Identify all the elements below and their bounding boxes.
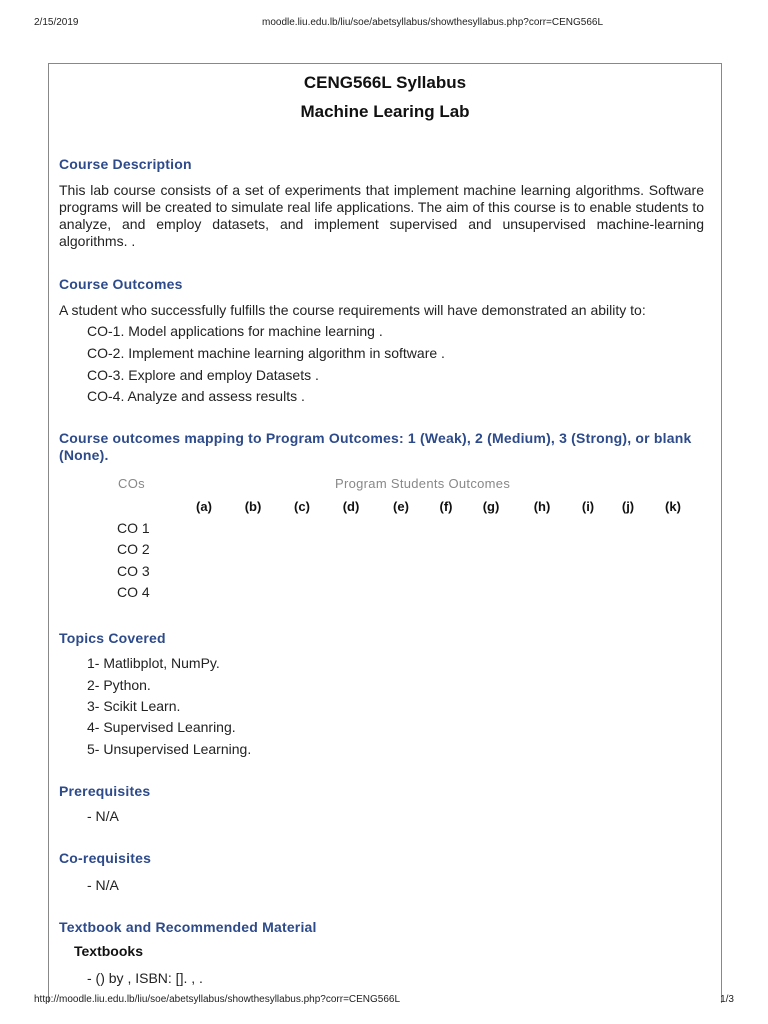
page-subtitle: Machine Learing Lab xyxy=(300,102,470,121)
course-description-heading: Course Description xyxy=(59,156,192,172)
course-description-text: This lab course consists of a set of experiments that implement machine learning algorithms. Software programs will be created to simulate real life applications. The aim of this course is to enable students to analyze, and employ datasets, and implement supervised and unsupervised machine-learning algorithms. . xyxy=(59,182,704,249)
page-title: CENG566L Syllabus xyxy=(303,73,467,92)
mapping-column-a: (a) xyxy=(196,499,212,514)
print-header xyxy=(34,17,734,28)
mapping-row-label: CO 3 xyxy=(117,563,150,579)
prerequisites-heading: Prerequisites xyxy=(59,783,151,799)
topics-heading: Topics Covered xyxy=(59,630,166,646)
corequisites-value: - N/A xyxy=(87,877,119,893)
textbook-heading: Textbook and Recommended Material xyxy=(59,919,317,935)
outcome-item: CO-1. Model applications for machine learning . xyxy=(87,323,383,339)
textbook-entry: - () by , ISBN: []. , . xyxy=(87,970,203,986)
mapping-heading: Course outcomes mapping to Program Outcomes: 1 (Weak), 2 (Medium), 3 (Strong), or blank (None). xyxy=(59,430,692,463)
footer-url: http://moodle.liu.edu.lb/liu/soe/abetsyllabus/showthesyllabus.php?corr=CENG566L xyxy=(34,994,401,1005)
course-outcomes-intro: A student who successfully fulfills the course requirements will have demonstrated an ability to: xyxy=(59,302,646,318)
mapping-column-c: (c) xyxy=(294,499,310,514)
mapping-row-label: CO 1 xyxy=(117,520,150,536)
topic-item: 4- Supervised Leanring. xyxy=(87,719,236,735)
mapping-column-k: (k) xyxy=(665,499,681,514)
outcome-item: CO-2. Implement machine learning algorithm in software . xyxy=(87,345,445,361)
mapping-column-f: (f) xyxy=(439,499,453,514)
topic-item: 2- Python. xyxy=(87,677,151,693)
print-footer xyxy=(34,994,734,1005)
topic-item: 3- Scikit Learn. xyxy=(87,698,181,714)
mapping-column-h: (h) xyxy=(533,499,551,514)
outcome-item: CO-3. Explore and employ Datasets . xyxy=(87,367,319,383)
course-outcomes-heading: Course Outcomes xyxy=(59,276,183,292)
outcome-item: CO-4. Analyze and assess results . xyxy=(87,388,305,404)
mapping-column-g: (g) xyxy=(482,499,500,514)
pso-label: Program Students Outcomes xyxy=(335,476,511,491)
mapping-column-b: (b) xyxy=(244,499,262,514)
mapping-column-j: (j) xyxy=(621,499,635,514)
textbooks-subheading: Textbooks xyxy=(74,943,143,959)
mapping-column-e: (e) xyxy=(393,499,409,514)
cos-label: COs xyxy=(118,476,145,491)
page-number: 1/3 xyxy=(720,994,734,1005)
topic-item: 5- Unsupervised Learning. xyxy=(87,741,252,757)
mapping-column-d: (d) xyxy=(342,499,360,514)
topic-item: 1- Matlibplot, NumPy. xyxy=(87,655,220,671)
prerequisites-value: - N/A xyxy=(87,808,119,824)
mapping-row-label: CO 4 xyxy=(117,584,150,600)
print-date: 2/15/2019 xyxy=(34,17,79,28)
mapping-column-i: (i) xyxy=(581,499,595,514)
corequisites-heading: Co-requisites xyxy=(59,850,152,866)
print-url: moodle.liu.edu.lb/liu/soe/abetsyllabus/showthesyllabus.php?corr=CENG566L xyxy=(262,17,604,28)
mapping-row-label: CO 2 xyxy=(117,541,150,557)
